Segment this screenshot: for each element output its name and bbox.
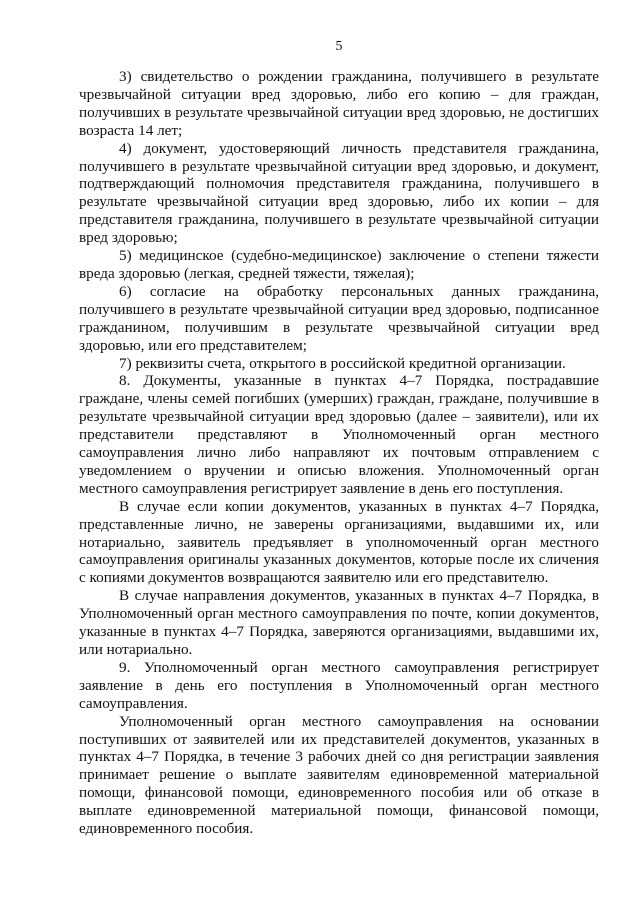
paragraph-item-7-bank-details: 7) реквизиты счета, открытого в российской кредитной организации. [119,354,566,372]
paragraph-clause-8-submission: 8. Документы, указанные в пунктах 4–7 Порядка, пострадавшие граждане, члены семей погибших (умерших) граждан, граждане, получившие в результате чрезвычайной ситуации вред здоровью (далее – заявители), или их представители представляют в Уполномоченный орган местного самоуправления лично либо направляют их почтовым отправлением с уведомлением о вручении и описью вложения. Уполномоченный орган местного самоуправления регистрирует заявление в день его поступления. [79,372,599,497]
paragraph-item-3-birth-certificate: 3) свидетельство о рождении гражданина, получившего в результате чрезвычайной ситуации вред здоровью, либо его копию – для граждан, получивших в результате чрезвычайной ситуации вред здоровью, не достигших возраста 14 лет; [79,68,599,139]
paragraph-item-5-medical-conclusion: 5) медицинское (судебно-медицинское) заключение о степени тяжести вреда здоровью (легкая, средней тяжести, тяжелая); [79,247,599,282]
paragraph-payment-decision: Уполномоченный орган местного самоуправления на основании поступивших от заявителей или их представителей документов, указанных в пунктах 4–7 Порядка, в течение 3 рабочих дней со дня регистрации заявления принимает решение о выплате заявителям единовременной материальной помощи, финансовой помощи, единовременного пособия или об отказе в выплате единовременной материальной помощи, финансовой помощи, единовременного пособия. [79,712,599,838]
paragraph-item-6-personal-data-consent: 6) согласие на обработку персональных данных гражданина, получившего в результате чрезвычайной ситуации вред здоровью, подписанное гражданином, получившим в результате чрезвычайной ситуации вред здоровью, или его представителем; [79,282,599,354]
page-number: 5 [335,39,343,54]
paragraph-clause-9-registration: 9. Уполномоченный орган местного самоуправления регистрирует заявление в день его поступления в Уполномоченный орган местного самоуправления. [79,658,599,712]
paragraph-item-4-representative-documents: 4) документ, удостоверяющий личность представителя гражданина, получившего в результате чрезвычайной ситуации вред здоровью, и документ, подтверждающий полномочия представителя гражданина, получившего в результате чрезвычайной ситуации вред здоровью, либо их копии – для представителя гражданина, получившего в результате чрезвычайной ситуации вред здоровью; [79,139,599,247]
paragraph-uncertified-copies: В случае если копии документов, указанных в пунктах 4–7 Порядка, представленные лично, не заверены организациями, выдавшими их, или нотариально, заявитель предъявляет в уполномоченный орган местного самоуправления оригиналы указанных документов, которые после их сличения с копиями документов возвращаются заявителю или его представителю. [79,497,599,587]
document-page [79,38,599,838]
paragraph-postal-submission: В случае направления документов, указанных в пунктах 4–7 Порядка, в Уполномоченный орган местного самоуправления по почте, копии документов, указанные в пунктах 4–7 Порядка, заверяются организациями, выдавшими их, или нотариально. [79,587,599,658]
